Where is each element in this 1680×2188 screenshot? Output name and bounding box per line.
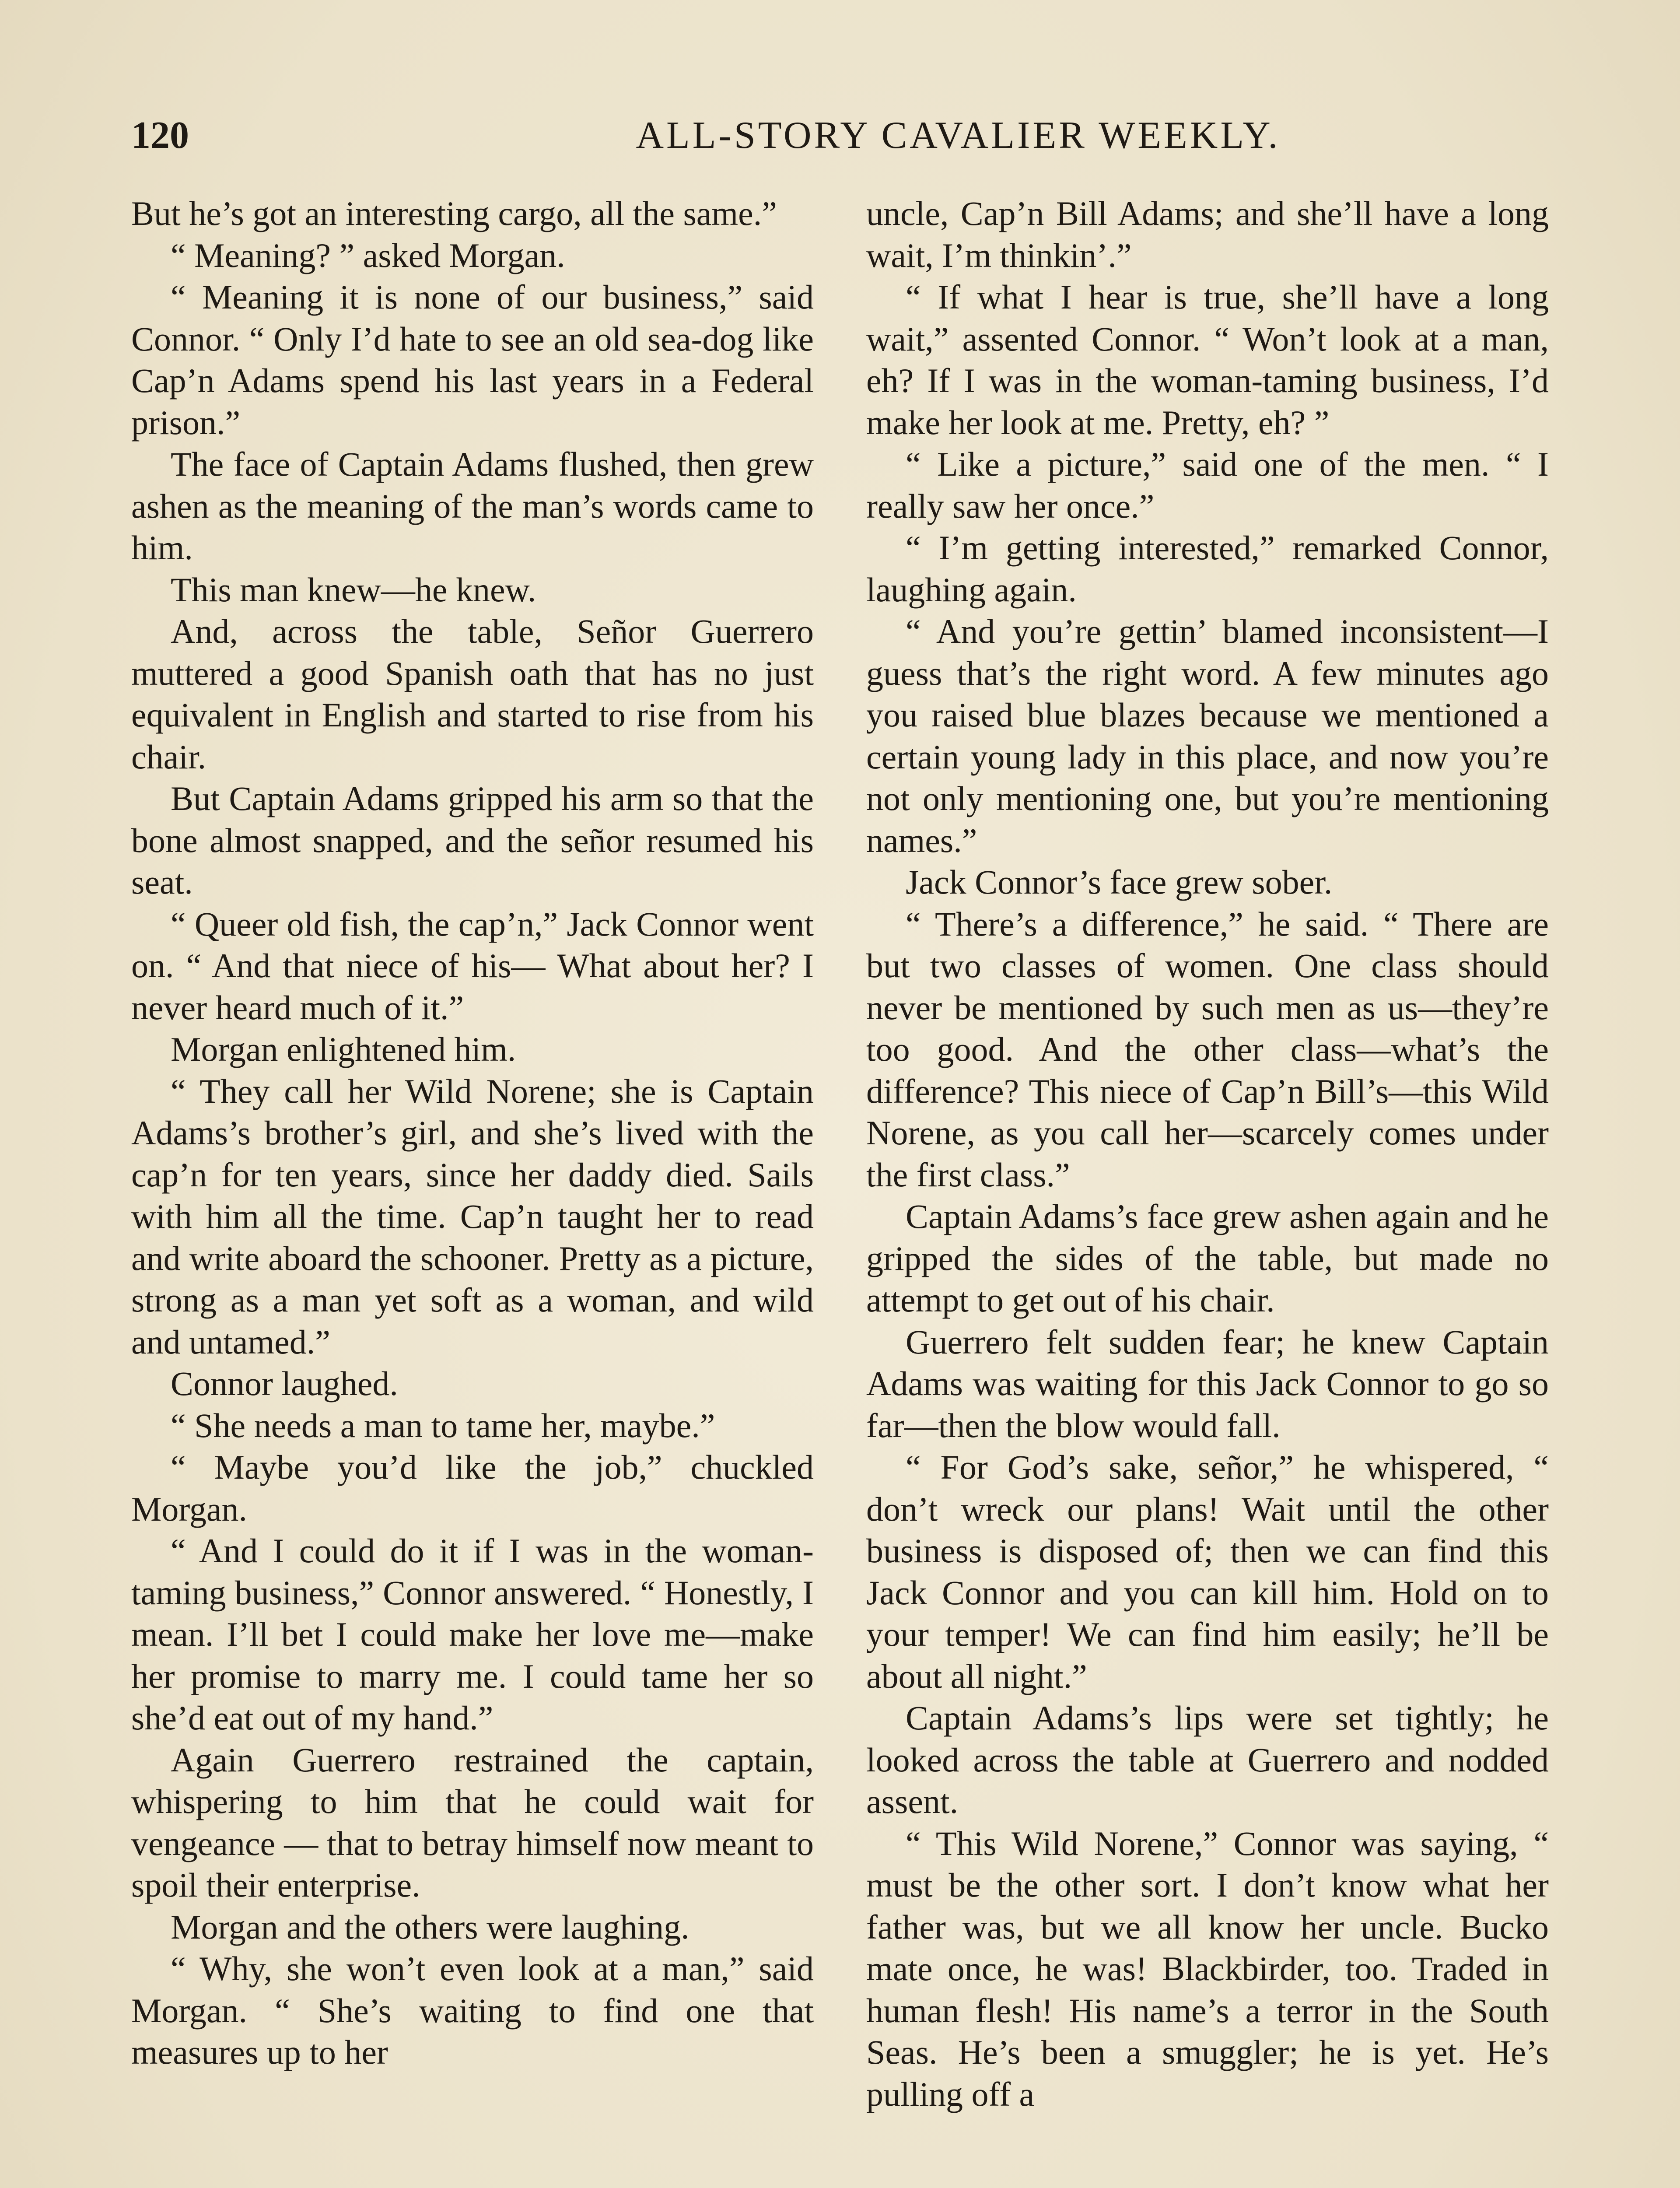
right-column xyxy=(866,193,1549,2115)
running-title: ALL-STORY CAVALIER WEEKLY. xyxy=(636,114,1281,157)
paragraph: Captain Adams’s face grew ashen again and he gripped the sides of the table, but made no attempt to get out of his chair. xyxy=(866,1197,1549,1319)
paragraph: “ And you’re gettin’ blamed inconsistent—I guess that’s the right word. A few minutes ago you raised blue blazes because we mentioned a certain young lady in this place, and now you’re not only mentioning one, but you’re mentioning names.” xyxy=(866,612,1549,859)
paragraph: “ And I could do it if I was in the woman-taming business,” Connor answered. “ Honestly, I mean. I’ll bet I could make her love me—make her promise to marry me. I could tame her so she’d eat out of my hand.” xyxy=(131,1532,814,1737)
page-number: 120 xyxy=(131,114,189,157)
paragraph: Guerrero felt sudden fear; he knew Captain Adams was waiting for this Jack Connor to go so far—then the blow would fall. xyxy=(866,1322,1549,1445)
text-columns xyxy=(131,193,1558,2188)
paragraph: “ Why, she won’t even look at a man,” said Morgan. “ She’s waiting to find one that measures up to her xyxy=(131,1950,814,2071)
left-column xyxy=(131,193,814,2073)
paragraph: Morgan and the others were laughing. xyxy=(171,1907,690,1946)
paragraph: “ This Wild Norene,” Connor was saying, “ must be the other sort. I don’t know what her father was, but we all know her uncle. Bucko mate once, he was! Blackbirder, too. Traded in human flesh! His name’s a terror in the South Seas. He’s been a smuggler; he is yet. He’s pulling off a xyxy=(866,1824,1549,2113)
paragraph: “ If what I hear is true, she’ll have a long wait,” assented Connor. “ Won’t look at a man, eh? If I was in the woman-taming business, I’d make her look at me. Pretty, eh? ” xyxy=(866,278,1549,442)
paragraph: “ I’m getting interested,” remarked Connor, laughing again. xyxy=(866,529,1549,609)
paragraph: This man knew—he knew. xyxy=(171,570,536,609)
paragraph: “ Meaning it is none of our business,” said Connor. “ Only I’d hate to see an old sea-dog like Cap’n Adams spend his last years in a Federal prison.” xyxy=(131,278,814,442)
paragraph: “ She needs a man to tame her, maybe.” xyxy=(171,1406,715,1445)
paragraph: But he’s got an interesting cargo, all the same.” xyxy=(131,194,777,232)
paragraph: “ Meaning? ” asked Morgan. xyxy=(171,236,565,274)
paragraph: “ Maybe you’d like the job,” chuckled Morgan. xyxy=(131,1448,814,1528)
paragraph: Jack Connor’s face grew sober. xyxy=(906,863,1333,901)
paragraph: Again Guerrero restrained the captain, whispering to him that he could wait for vengeance — that to betray himself now meant to spoil their enterprise. xyxy=(131,1740,814,1904)
paragraph: Captain Adams’s lips were set tightly; he looked across the table at Guerrero and nodded assent. xyxy=(866,1699,1549,1820)
paragraph: Connor laughed. xyxy=(171,1364,398,1403)
page-header xyxy=(131,109,1558,162)
paragraph: Morgan enlightened him. xyxy=(171,1030,516,1068)
paragraph: “ There’s a difference,” he said. “ There are but two classes of women. One class should never be mentioned by such men as us—they’re too good. And the other class—what’s the difference? This niece of Cap’n Bill’s—this Wild Norene, as you call her—scarcely comes under the first class.” xyxy=(866,905,1549,1194)
paragraph: But Captain Adams gripped his arm so that the bone almost snapped, and the señor resumed his seat. xyxy=(131,779,814,901)
paragraph: “ They call her Wild Norene; she is Captain Adams’s brother’s girl, and she’s lived with the cap’n for ten years, since her daddy died. Sails with him all the time. Cap’n taught her to read and write aboard the schooner. Pretty as a picture, strong as a man yet soft as a woman, and wild and untamed.” xyxy=(131,1072,814,1361)
paragraph: “ Queer old fish, the cap’n,” Jack Connor went on. “ And that niece of his— What about her? I never heard much of it.” xyxy=(131,905,814,1027)
paragraph: uncle, Cap’n Bill Adams; and she’ll have a long wait, I’m thinkin’.” xyxy=(866,194,1549,274)
paragraph: “ Like a picture,” said one of the men. “ I really saw her once.” xyxy=(866,445,1549,525)
paragraph: And, across the table, Señor Guerrero muttered a good Spanish oath that has no just equivalent in English and started to rise from his chair. xyxy=(131,612,814,776)
paragraph: The face of Captain Adams flushed, then grew ashen as the meaning of the man’s words came to him. xyxy=(131,445,814,567)
paragraph: “ For God’s sake, señor,” he whispered, “ don’t wreck our plans! Wait until the other business is disposed of; then we can find this Jack Connor and you can kill him. Hold on to your temper! We can find him easily; he’ll be about all night.” xyxy=(866,1448,1549,1695)
